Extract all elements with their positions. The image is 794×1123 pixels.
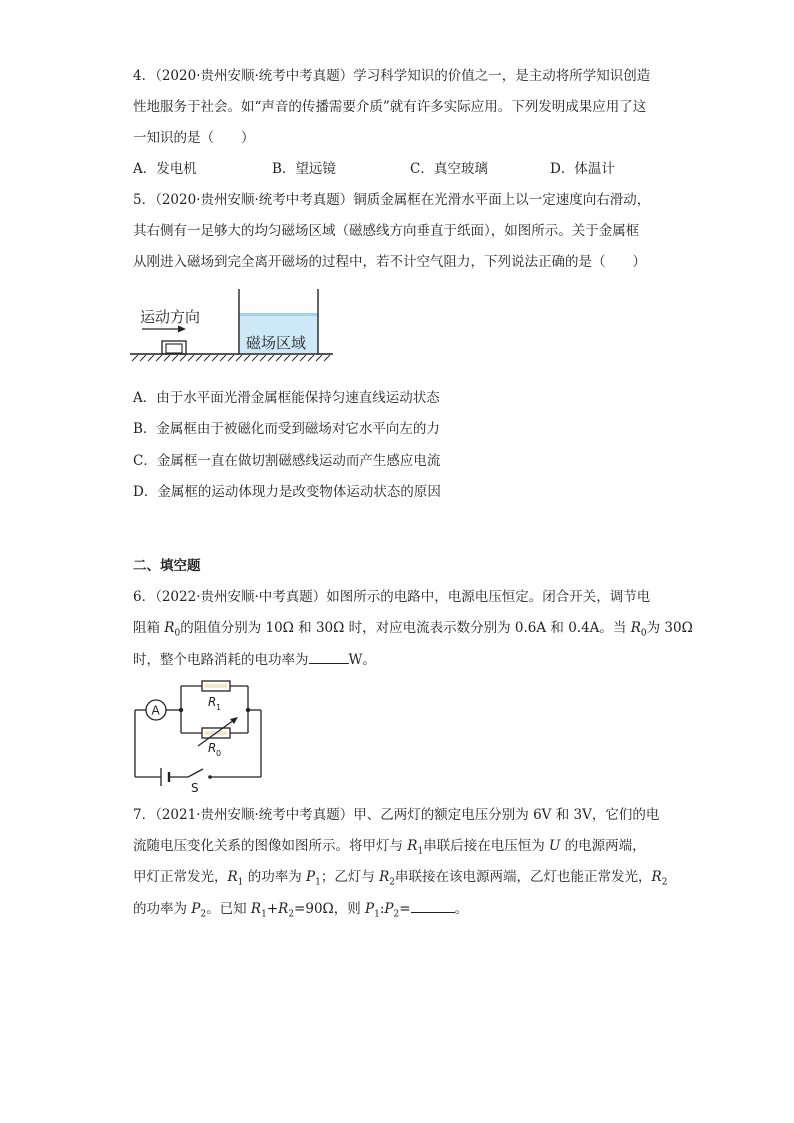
q5-option-d: D．金属框的运动体现力是改变物体运动状态的原因 bbox=[133, 484, 441, 500]
r1-subscript: 1 bbox=[216, 703, 222, 712]
circuit-diagram bbox=[128, 676, 268, 794]
r0-label: R bbox=[208, 741, 217, 755]
q5-option-b: B．金属框由于被磁化而受到磁场对它水平向左的力 bbox=[133, 421, 440, 437]
ammeter-label: A bbox=[151, 703, 160, 718]
q6-line-2: 阻箱 $R_0$的阻值分别为 10Ω 和 30Ω 时，对应电流表示数分别为 0.6A 和 0.4A。当 $R_0$为 30Ω bbox=[133, 620, 693, 639]
answer-blank[interactable] bbox=[309, 649, 349, 664]
q5-line-1: 5．（2020·贵州安顺·统考中考真题）铜质金属框在光滑水平面上以一定速度向右滑动， bbox=[133, 192, 651, 208]
answer-blank[interactable] bbox=[411, 898, 455, 913]
q4-option-b: B．望远镜 bbox=[272, 161, 336, 177]
q5-line-2: 其右侧有一足够大的均匀磁场区域（磁感线方向垂直于纸面），如图所示。关于金属框 bbox=[133, 223, 640, 239]
q4-option-c: C．真空玻璃 bbox=[410, 161, 488, 177]
switch-label: S bbox=[191, 781, 199, 795]
q4-line-1: 4．（2020·贵州安顺·统考中考真题）学习科学知识的价值之一，是主动将所学知识创造 bbox=[133, 68, 651, 84]
q5-option-c: C．金属框一直在做切割磁感线运动而产生感应电流 bbox=[133, 453, 441, 469]
q6-line-1: 6．（2022·贵州安顺·中考真题）如图所示的电路中，电源电压恒定。闭合开关，调节电 bbox=[133, 589, 651, 605]
ground-hatching bbox=[132, 355, 330, 361]
q5-line-3: 从刚进入磁场到完全离开磁场的过程中，若不计空气阻力，下列说法正确的是（ ） bbox=[133, 254, 646, 270]
q6-line-3: 时，整个电路消耗的电功率为 W。 bbox=[133, 649, 376, 670]
q7-line-3: 甲灯正常发光，$R_1$ 的功率为 $P_1$；乙灯与 $R_2$串联接在该电源两端，乙灯也能正常发光，$R_2$ bbox=[133, 869, 668, 888]
q4-option-d: D．体温计 bbox=[550, 161, 615, 177]
q7-line-2: 流随电压变化关系的图像如图所示。将甲灯与 $R_1$串联后接在电压恒为 U 的电源两端， bbox=[133, 838, 646, 857]
q4-line-2: 性地服务于社会。如“声音的传播需要介质”就有许多实际应用。下列发明成果应用了这 bbox=[133, 99, 647, 115]
q4-line-3: 一知识的是（ ） bbox=[133, 130, 255, 146]
r1-label: R bbox=[208, 695, 217, 709]
magnetic-field-figure bbox=[128, 285, 343, 377]
q7-line-1: 7．（2021·贵州安顺·统考中考真题）甲、乙两灯的额定电压分别为 6V 和 3V，它们的电 bbox=[133, 807, 660, 823]
r0-subscript: 0 bbox=[216, 749, 222, 758]
section-heading: 二、填空题 bbox=[133, 558, 201, 574]
field-label: 磁场区域 bbox=[246, 334, 307, 352]
q4-option-a: A．发电机 bbox=[133, 161, 197, 177]
q7-line-4: 的功率为 $P_2$。已知 $R_1+R_2=90\Omega$，则 $P_1:P_2=$ 。 bbox=[133, 898, 468, 925]
q5-option-a: A．由于水平面光滑金属框能保持匀速直线运动状态 bbox=[133, 390, 440, 406]
motion-label: 运动方向 bbox=[140, 308, 201, 326]
